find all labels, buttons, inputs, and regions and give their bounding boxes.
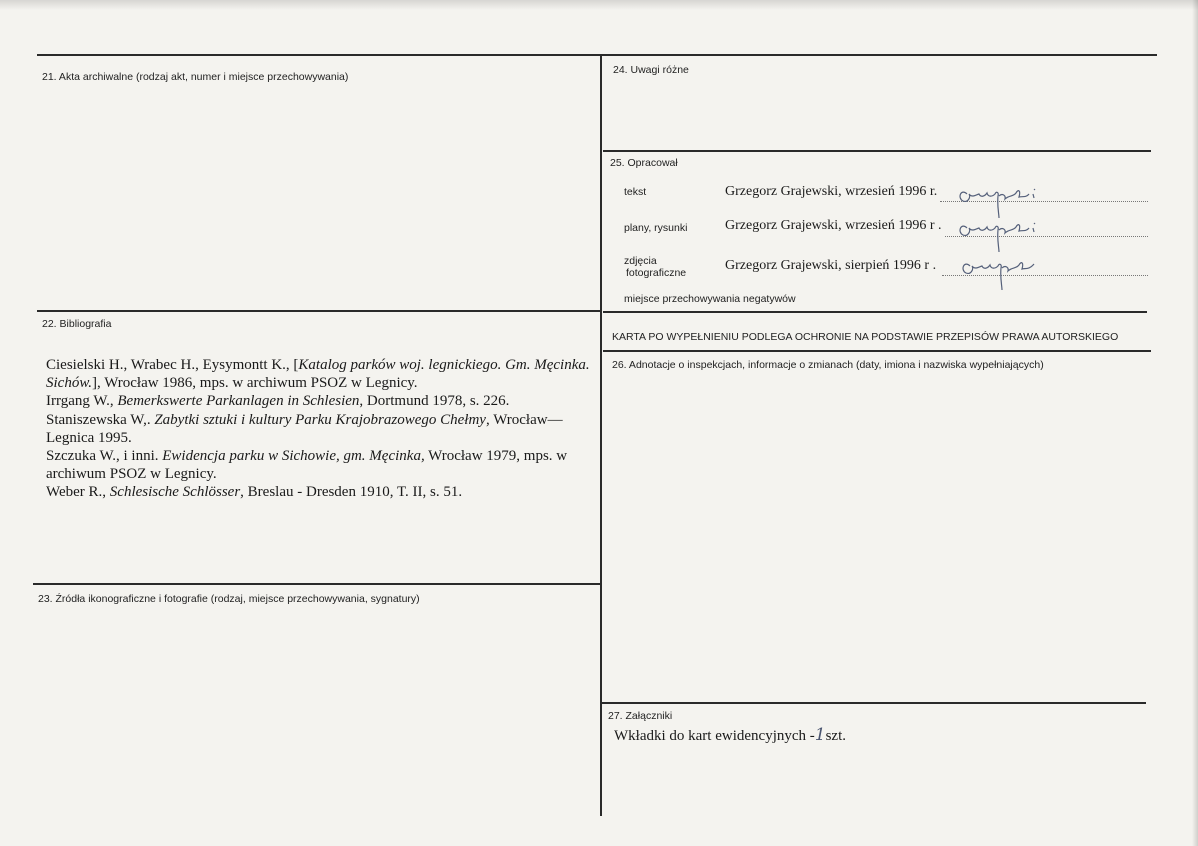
entry-title: Ewidencja parku w Sichowie, gm. Męcinka,	[162, 448, 425, 465]
bibliography-entry	[46, 447, 598, 483]
author-row-key-photos-line1: zdjęcia	[624, 255, 657, 267]
section-21-label: 21. Akta archiwalne (rodzaj akt, numer i miejsce przechowywania)	[42, 71, 349, 83]
copyright-notice: KARTA PO WYPEŁNIENIU PODLEGA OCHRONIE NA PODSTAWIE PRZEPISÓW PRAWA AUTORSKIEGO	[612, 331, 1119, 343]
entry-author: Staniszewska W,.	[46, 411, 155, 428]
author-row-value-plans: Grzegorz Grajewski, wrzesień 1996 r .	[725, 218, 942, 233]
signature-plans	[955, 214, 1045, 254]
author-row-value-photos: Grzegorz Grajewski, sierpień 1996 r .	[725, 258, 937, 273]
entry-title: Zabytki sztuki i kultury Parku Krajobrazowego Chełmy	[154, 411, 486, 428]
entry-author: Szczuka W., i inni.	[46, 448, 163, 465]
rule-22-23	[33, 583, 601, 585]
entry-author: Weber R.,	[46, 484, 110, 501]
entry-publication: Wrocław 1979, mps. w archiwum PSOZ w Legnicy.	[46, 448, 568, 483]
signature-photos	[958, 252, 1048, 292]
section-23-label: 23. Źródła ikonograficzne i fotografie (rodzaj, miejsce przechowywania, sygnatury)	[38, 593, 420, 605]
entry-publication: , Dortmund 1978, s. 226.	[359, 393, 510, 410]
entry-author: Ciesielski H., Wrabec H., Eysymontt K., [	[46, 357, 299, 373]
section-22-label: 22. Bibliografia	[42, 318, 112, 330]
entry-title: Katalog parków woj. legnickiego. Gm. Męcinka. Sichów.	[46, 357, 590, 392]
rule-21-22	[37, 310, 601, 312]
entry-publication: , Wrocław—Legnica 1995.	[46, 411, 563, 446]
author-row-key-photos-line2: fotograficzne	[626, 267, 687, 279]
attachments-count: 1	[814, 725, 826, 745]
negatives-label: miejsce przechowywania negatywów	[624, 293, 796, 305]
scan-shadow-top	[0, 0, 1198, 10]
entry-title: Schlesische Schlösser	[109, 484, 241, 501]
section-27-label: 27. Załączniki	[608, 710, 673, 722]
bibliography-entry	[46, 392, 598, 410]
bibliography-entry	[46, 483, 598, 501]
attachments-text	[614, 725, 846, 745]
section-24-label: 24. Uwagi różne	[613, 64, 689, 76]
entry-publication: , Breslau - Dresden 1910, T. II, s. 51.	[240, 484, 463, 501]
entry-publication: ], Wrocław 1986, mps. w archiwum PSOZ w Legnicy.	[91, 375, 418, 392]
entry-title: Bemerkswerte Parkanlagen in Schlesien	[117, 393, 360, 410]
bibliography-entry	[46, 356, 598, 392]
rule-24-25	[603, 150, 1151, 152]
rule-26-27	[600, 702, 1146, 704]
author-row-key-photos	[624, 255, 686, 279]
section-25-label: 25. Opracował	[610, 157, 678, 169]
author-row-key-text: tekst	[624, 186, 647, 198]
attachments-text-after: szt.	[825, 728, 847, 744]
scan-shadow-right	[1192, 0, 1198, 846]
author-row-key-plans: plany, rysunki	[624, 222, 688, 234]
attachments-text-before: Wkładki do kart ewidencyjnych -	[614, 728, 815, 744]
rule-copyright-top	[603, 311, 1147, 313]
rule-25-26	[603, 350, 1151, 352]
entry-author: Irrgang W.,	[46, 393, 118, 410]
author-row-value-text: Grzegorz Grajewski, wrzesień 1996 r.	[725, 184, 938, 199]
bibliography-entry	[46, 411, 598, 447]
bibliography-list	[46, 356, 598, 502]
rule-top	[37, 54, 1157, 56]
section-26-label: 26. Adnotacje o inspekcjach, informacje o zmianach (daty, imiona i nazwiska wypełniających)	[612, 359, 1044, 371]
